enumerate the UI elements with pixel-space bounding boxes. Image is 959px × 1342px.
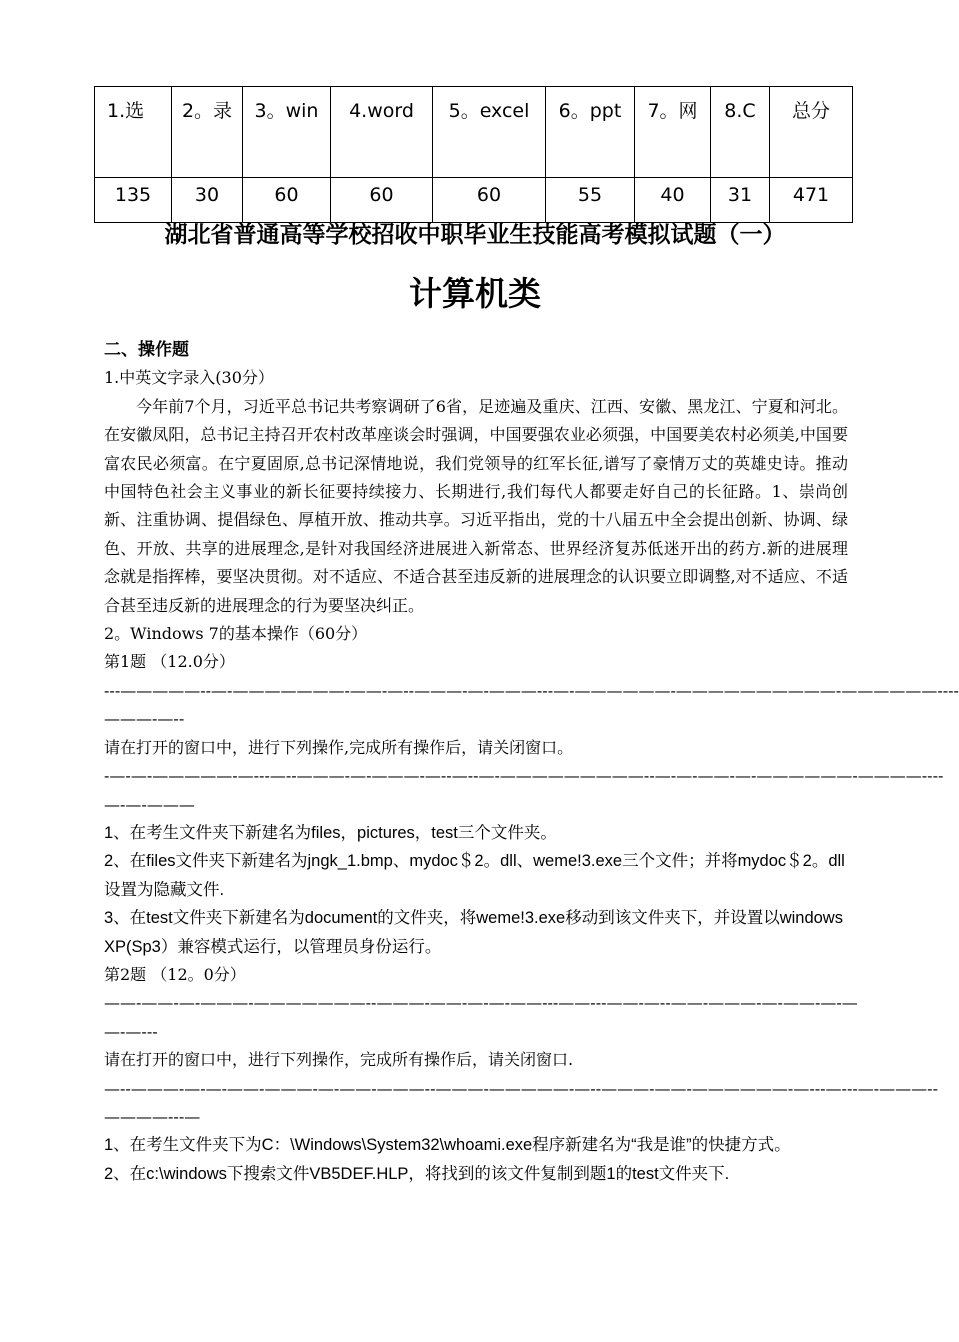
t2-separator-bottom: —--———-—-—-——-———-—-——-———--———-—————-—--———-——-——————-—---—---—-———-- bbox=[104, 1078, 938, 1098]
section-heading: 二、操作题 bbox=[104, 340, 189, 360]
score-value-cell: 60 bbox=[243, 178, 331, 223]
t2-heading: 第2题 （12。0分） bbox=[104, 964, 246, 984]
score-header-cell: 3。win bbox=[243, 87, 331, 178]
q1-heading: 1.中英文字录入(30分） bbox=[104, 368, 274, 388]
t1-step-1: 1、在考生文件夹下新建名为files，pictures，test三个文件夹。 bbox=[104, 823, 557, 842]
score-header-cell: 2。录 bbox=[172, 87, 243, 178]
q1-passage: 今年前7个月，习近平总书记共考察调研了6省，足迹遍及重庆、江西、安徽、黑龙江、宁夏和河北。在安徽凤阳，总书记主持召开农村改革座谈会时强调，中国要强农业必须强，中国要美农村必须美,中国要富农民必须富。在宁夏固原,总书记深情地说，我们党领导的红军长征,谱写了豪情万丈的英雄史诗。推动中国特色社会主义事业的新长征要持续接力、长期进行,我们每代人都要走好自己的长征路。1、崇尚创新、注重协调、提倡绿色、厚植开放、推动共享。习近平指出，党的十八届五中全会提出创新、协调、绿色、开放、共享的进展理念,是针对我国经济进展进入新常态、世界经济复苏低迷开出的药方.新的进展理念就是指挥棒，要坚决贯彻。对不适应、不适合甚至违反新的进展理念的认识要立即调整,对不适应、不适合甚至违反新的进展理念的行为要坚决纠正。 bbox=[104, 396, 848, 615]
t2-separator-top-cont: —-—--- bbox=[104, 1021, 158, 1041]
q2-heading: 2。Windows 7的基本操作（60分） bbox=[104, 624, 368, 644]
score-table-header-row bbox=[95, 87, 853, 178]
score-value-cell: 60 bbox=[331, 178, 433, 223]
score-header-cell: 6。ppt bbox=[546, 87, 635, 178]
score-table bbox=[94, 86, 853, 223]
score-header-cell: 5。excel bbox=[433, 87, 546, 178]
exam-content bbox=[104, 336, 959, 1188]
exam-title: 湖北省普通高等学校招收中职毕业生技能高考模拟试题（一） bbox=[164, 222, 786, 248]
score-header-cell: 7。网 bbox=[635, 87, 711, 178]
t1-instruction: 请在打开的窗口中，进行下列操作,完成所有操作后，请关闭窗口。 bbox=[104, 737, 574, 757]
score-header-cell: 总分 bbox=[770, 87, 853, 178]
score-value-cell: 30 bbox=[172, 178, 243, 223]
score-header-cell: 4.word bbox=[331, 87, 433, 178]
t2-step-1: 1、在考生文件夹下为C：\Windows\System32\whoami.exe程序新建名为“我是谁”的快捷方式。 bbox=[104, 1136, 791, 1155]
t1-separator-bottom: -—-—-—————-—---—--———-—-———-—--—--—-—————————--—-—-——-—-——————-————---- bbox=[104, 766, 944, 786]
t1-step-2: 2、在files文件夹下新建名为jngk_1.bmp、mydoc＄2。dll、weme!3.exe三个文件；并将mydoc＄2。dll设置为隐藏文件. bbox=[104, 852, 845, 899]
t1-step-3: 3、在test文件夹下新建名为document的文件夹，将weme!3.exe移动到该文件夹下，并设置以windows XP(Sp3）兼容模式运行，以管理员身份运行。 bbox=[104, 909, 843, 956]
t2-separator-top: ——-——-—-———-———————--———-——-—-—-——---——---——-—--——-———-—-——-—-— bbox=[104, 993, 858, 1013]
score-value-cell: 31 bbox=[711, 178, 770, 223]
t2-separator-bottom-cont: ————---— bbox=[104, 1106, 201, 1126]
t2-step-2: 2、在c:\windows下搜索文件VB5DEF.HLP，将找到的该文件复制到题1的test文件夹下. bbox=[104, 1164, 730, 1183]
exam-subtitle: 计算机类 bbox=[409, 274, 541, 313]
t1-separator-top: ---—————--—-———————-——-—--———-—-———---—-——————-——————————-——————---- bbox=[104, 680, 959, 700]
score-value-cell: 55 bbox=[546, 178, 635, 223]
score-header-cell: 8.C bbox=[711, 87, 770, 178]
t1-separator-bottom-cont: —-—-——— bbox=[104, 794, 195, 814]
score-value-cell: 60 bbox=[433, 178, 546, 223]
score-value-cell: 471 bbox=[770, 178, 853, 223]
score-header-cell: 1.选 bbox=[95, 87, 172, 178]
score-value-cell: 135 bbox=[95, 178, 172, 223]
t1-separator-top-cont: ———-—-- bbox=[104, 709, 185, 729]
t1-heading: 第1题 （12.0分） bbox=[104, 652, 235, 672]
score-value-cell: 40 bbox=[635, 178, 711, 223]
t2-instruction: 请在打开的窗口中，进行下列操作，完成所有操作后，请关闭窗口. bbox=[104, 1050, 574, 1070]
